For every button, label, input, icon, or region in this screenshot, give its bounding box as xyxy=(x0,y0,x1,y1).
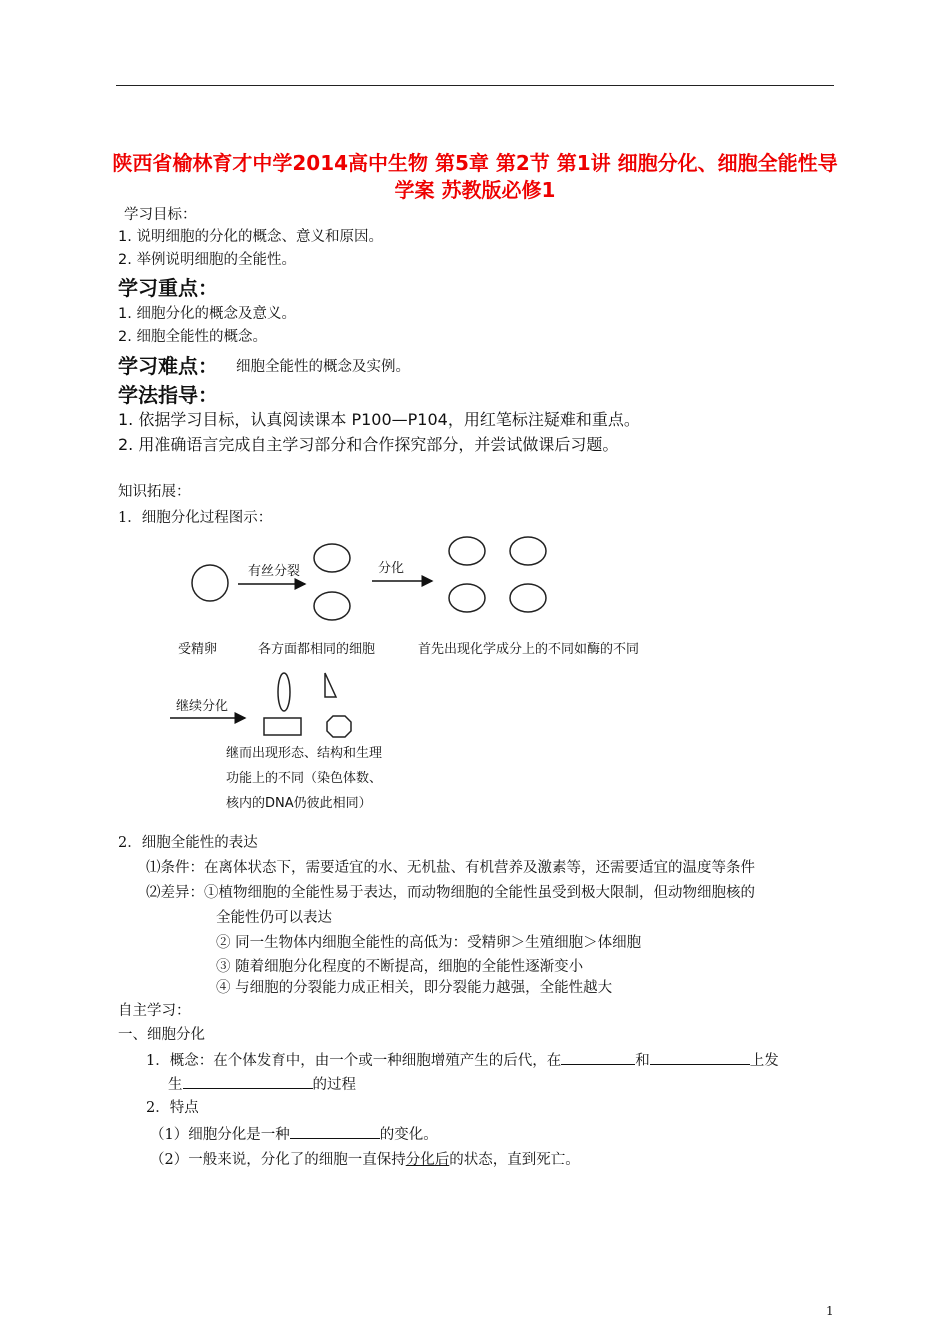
caption-identical-cells: 各方面都相同的细胞 xyxy=(258,642,376,657)
key-points-heading: 学习重点： xyxy=(118,276,218,300)
feature-2-text-b: 的状态，直到死亡。 xyxy=(449,1152,580,1168)
caption-zygote: 受精卵 xyxy=(178,642,218,657)
totipotency-diff-2: ② 同一生物体内细胞全能性的高低为：受精卵＞生殖细胞＞体细胞 xyxy=(216,935,642,951)
totipotency-condition: ⑴条件：在离体状态下，需要适宜的水、无机盐、有机营养及激素等，还需要适宜的温度等条件 xyxy=(146,860,755,876)
method-item-2: 2. 用准确语言完成自主学习部分和合作探究部分，并尝试做课后习题。 xyxy=(118,435,619,454)
method-heading: 学法指导： xyxy=(118,383,218,407)
caption-structural-difference-1: 继而出现形态、结构和生理 xyxy=(226,746,383,761)
zygote-cell xyxy=(192,565,228,601)
key-point-2: 2. 细胞全能性的概念。 xyxy=(118,329,267,345)
cell-a xyxy=(449,537,485,565)
blank-2[interactable] xyxy=(650,1050,750,1065)
cell-differentiation-diagram xyxy=(150,525,680,825)
concept-text-c: 生 xyxy=(168,1077,183,1093)
blank-4[interactable] xyxy=(290,1124,380,1139)
extension-item-2: 2．细胞全能性的表达 xyxy=(118,835,258,851)
goal-item-2: 2. 举例说明细胞的全能性。 xyxy=(118,252,296,268)
triangular-cell xyxy=(325,673,336,697)
totipotency-diff-1a: ⑵差异：①植物细胞的全能性易于表达，而动物细胞的全能性虽受到极大限制，但动物细胞核的 xyxy=(146,885,755,901)
feature-2 xyxy=(150,1150,580,1170)
feature-1 xyxy=(150,1124,438,1145)
concept-line-1 xyxy=(146,1050,779,1071)
feature-2-underlined: 分化后 xyxy=(405,1152,450,1168)
cell-b xyxy=(510,537,546,565)
concept-text-a: 1．概念：在个体发育中，由一个或一种细胞增殖产生的后代，在 xyxy=(146,1053,562,1069)
totipotency-diff-4: ④ 与细胞的分裂能力成正相关，即分裂能力越强，全能性越大 xyxy=(216,980,613,996)
totipotency-diff-1b: 全能性仍可以表达 xyxy=(216,910,332,926)
feature-2-text-a: （2）一般来说，分化了的细胞一直保持 xyxy=(150,1152,406,1168)
difficulty-text: 细胞全能性的概念及实例。 xyxy=(236,359,410,375)
features-heading: 2．特点 xyxy=(146,1100,199,1116)
concept-line-2 xyxy=(168,1074,356,1095)
page-number: 1 xyxy=(826,1304,834,1318)
continued-differentiation-label: 继续分化 xyxy=(176,699,229,714)
caption-structural-difference-3: 核内的DNA仍彼此相同） xyxy=(226,796,372,811)
section-cell-differentiation: 一、细胞分化 xyxy=(118,1027,205,1043)
elongated-cell xyxy=(278,673,290,711)
daughter-cell-1 xyxy=(314,544,350,572)
goal-item-1: 1. 说明细胞的分化的概念、意义和原因。 xyxy=(118,229,383,245)
blank-3[interactable] xyxy=(183,1074,313,1089)
cell-d xyxy=(510,584,546,612)
document-title: 陕西省榆林育才中学2014高中生物 第5章 第2节 第1讲 细胞分化、细胞全能性导学案 苏教版必修1 xyxy=(112,151,838,202)
rectangular-cell xyxy=(264,718,301,735)
concept-text-and: 和 xyxy=(635,1053,650,1069)
key-point-1: 1. 细胞分化的概念及意义。 xyxy=(118,306,296,322)
feature-1-text-b: 的变化。 xyxy=(379,1127,438,1143)
cell-c xyxy=(449,584,485,612)
self-study-label: 自主学习： xyxy=(118,1003,191,1019)
concept-text-b: 上发 xyxy=(749,1053,779,1069)
differentiation-label: 分化 xyxy=(378,561,405,576)
extension-label: 知识拓展： xyxy=(118,484,191,500)
octagonal-cell xyxy=(327,716,351,737)
concept-text-d: 的过程 xyxy=(312,1077,356,1093)
feature-1-text-a: （1）细胞分化是一种 xyxy=(150,1127,290,1143)
caption-chemical-difference: 首先出现化学成分上的不同如酶的不同 xyxy=(418,642,640,657)
caption-structural-difference-2: 功能上的不同（染色体数、 xyxy=(226,771,383,786)
daughter-cell-2 xyxy=(314,592,350,620)
header-rule xyxy=(116,85,834,86)
difficulty-heading: 学习难点： xyxy=(118,354,218,378)
extension-item-1: 1．细胞分化过程图示： xyxy=(118,510,273,526)
totipotency-diff-3: ③ 随着细胞分化程度的不断提高，细胞的全能性逐渐变小 xyxy=(216,959,584,975)
blank-1[interactable] xyxy=(561,1050,635,1065)
goals-label: 学习目标： xyxy=(124,207,197,223)
mitosis-label: 有丝分裂 xyxy=(248,564,301,579)
method-item-1: 1. 依据学习目标，认真阅读课本 P100—P104，用红笔标注疑难和重点。 xyxy=(118,410,640,429)
